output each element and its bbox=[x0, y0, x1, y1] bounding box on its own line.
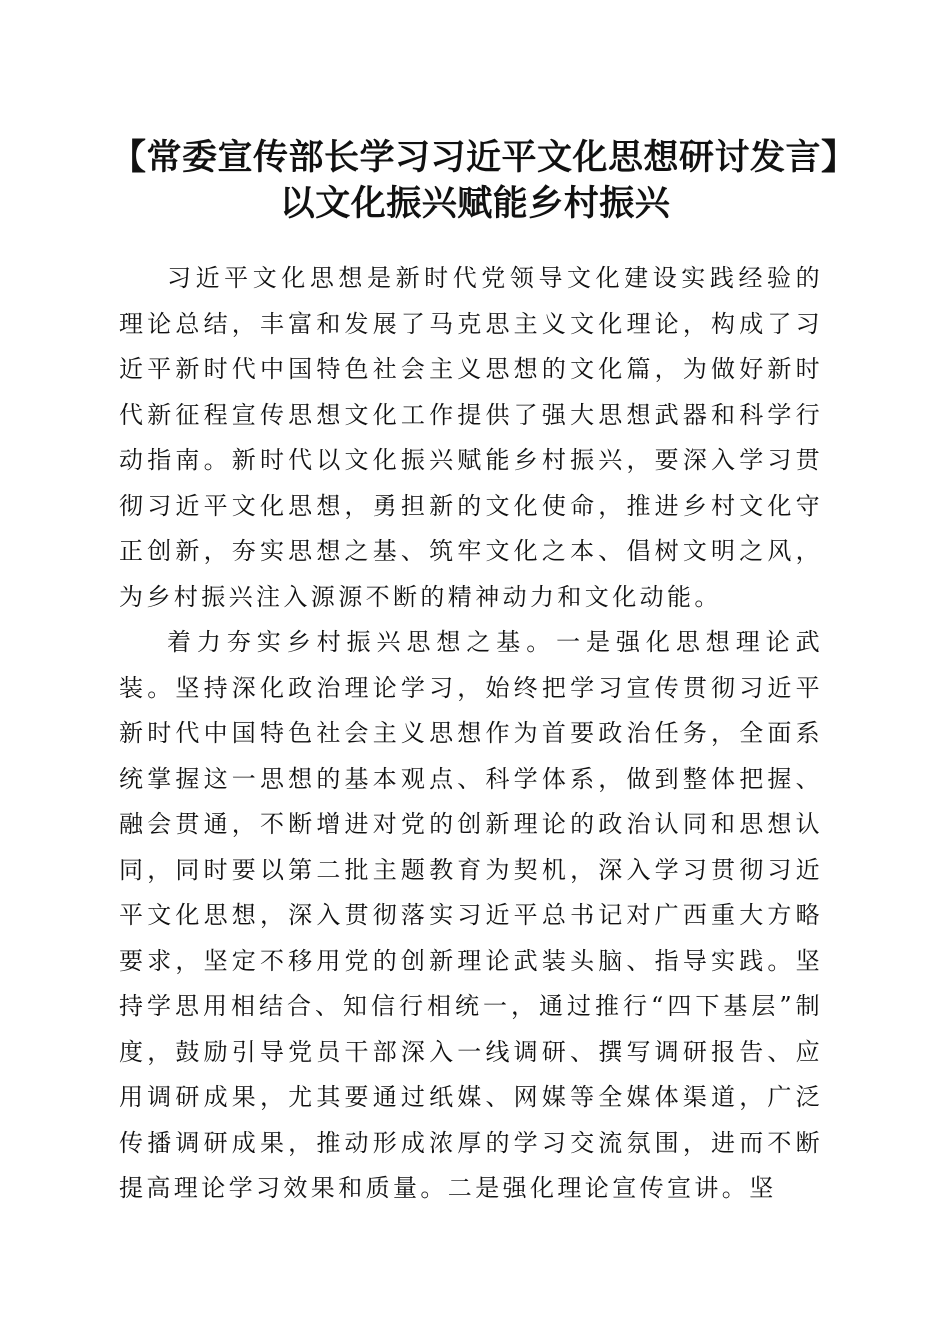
paragraph-section-1: 着力夯实乡村振兴思想之基。一是强化思想理论武装。坚持深化政治理论学习，始终把学习宣传贯彻习近平新时代中国特色社会主义思想作为首要政治任务，全面系统掌握这一思想的基本观点、科学体系，做到整体把握、融会贯通，不断增进对党的创新理论的政治认同和思想认同，同时要以第二批主题教育为契机，深入学习贯彻习近平文化思想，深入贯彻落实习近平总书记对广西重大方略要求，坚定不移用党的创新理论武装头脑、指导实践。坚持学思用相结合、知信行相统一，通过推行“四下基层”制度，鼓励引导党员干部深入一线调研、撰写调研报告、应用调研成果，尤其要通过纸媒、网媒等全媒体渠道，广泛传播调研成果，推动形成浓厚的学习交流氛围，进而不断提高理论学习效果和质量。二是强化理论宣传宣讲。坚 bbox=[119, 628, 823, 1202]
document-title: 【常委宣传部长学习习近平文化思想研讨发言】以文化振兴赋能乡村振兴 bbox=[110, 137, 839, 224]
document-body bbox=[119, 256, 823, 1212]
paragraph-intro: 习近平文化思想是新时代党领导文化建设实践经验的理论总结，丰富和发展了马克思主义文化理论，构成了习近平新时代中国特色社会主义思想的文化篇，为做好新时代新征程宣传思想文化工作提供了强大思想武器和科学行动指南。新时代以文化振兴赋能乡村振兴，要深入学习贯彻习近平文化思想，勇担新的文化使命，推进乡村文化守正创新，夯实思想之基、筑牢文化之本、倡树文明之风，为乡村振兴注入源源不断的精神动力和文化动能。 bbox=[119, 264, 823, 611]
